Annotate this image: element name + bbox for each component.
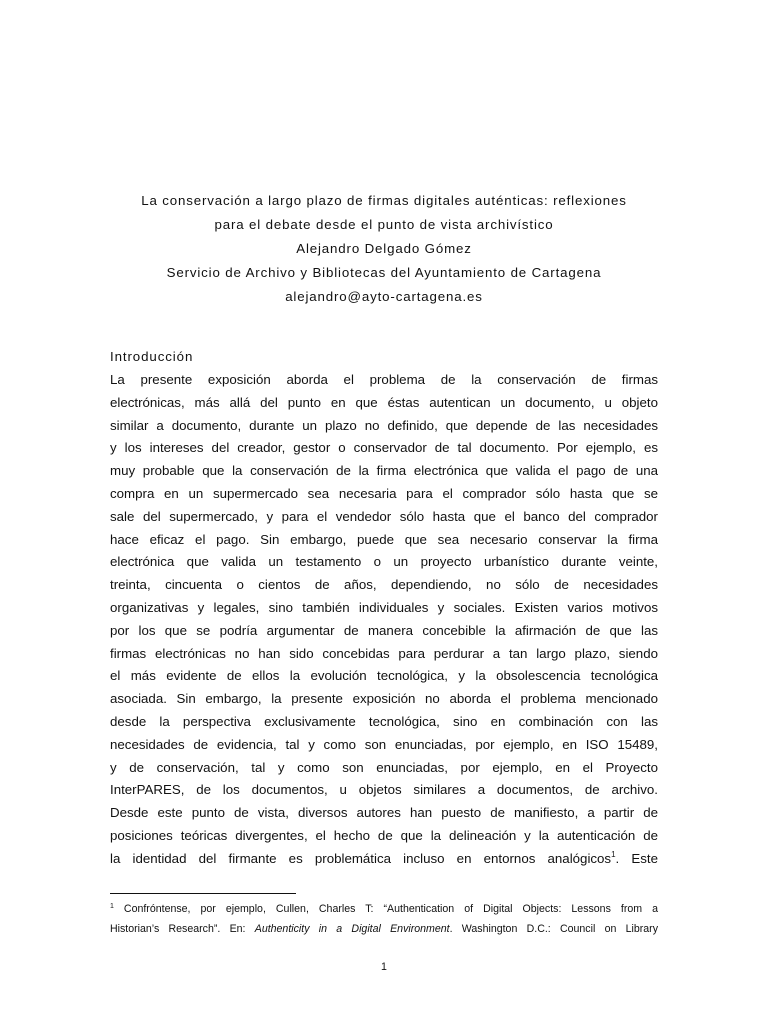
paragraph-line: posiciones teóricas divergentes, el hecho de que la delineación y la autenticación de	[110, 827, 658, 843]
footnote	[110, 899, 658, 939]
paragraph-line: treinta, cincuenta o cientos de años, dependiendo, no sólo de necesidades	[110, 577, 658, 593]
footnote-book-title: Authenticity in a Digital Environment	[254, 923, 450, 935]
paragraph-line: electrónica que valida un testamento o un proyecto urbanístico durante veinte,	[110, 554, 658, 570]
section-heading: Introducción	[110, 349, 194, 364]
footnote-text-2a: Historian’s Research”. En:	[110, 923, 255, 935]
paragraph-last-line	[110, 848, 658, 871]
author-name: Alejandro Delgado Gómez	[296, 241, 472, 256]
paragraph-line: desde la perspectiva exclusivamente tecnológica, sino en combinación con las	[110, 713, 658, 729]
paragraph-line: organizativas y legales, sino también individuales y sociales. Existen varios motivos	[110, 599, 658, 615]
paragraph-line: por los que se podría argumentar de manera concebible la afirmación de que las	[110, 622, 658, 638]
last-line-text: la identidad del firmante es problemática incluso en entornos analógicos	[110, 850, 612, 866]
footnote-line-1	[110, 899, 658, 919]
footnote-text-2b: . Washington D.C.: Council on Library	[449, 923, 658, 935]
paragraph-line: y de conservación, tal y como son enunciadas, por ejemplo, en el Proyecto	[110, 759, 658, 775]
paragraph-line: hace eficaz el pago. Sin embargo, puede que sea necesario conservar la firma	[110, 531, 658, 547]
footnote-marker: 1	[110, 903, 114, 910]
footnote-reference[interactable]: 1	[611, 849, 616, 859]
paragraph-line: electrónicas, más allá del punto en que éstas autentican un documento, u objeto	[110, 394, 658, 410]
author-email: alejandro@ayto-cartagena.es	[285, 289, 483, 304]
last-line-tail: . Este	[615, 850, 658, 866]
paragraph-line: La presente exposición aborda el problema de la conservación de firmas	[110, 372, 658, 387]
paragraph-line: y los intereses del creador, gestor o conservador de tal documento. Por ejemplo, es	[110, 440, 658, 456]
paragraph-line: Desde este punto de vista, diversos autores han puesto de manifiesto, a partir de	[110, 805, 658, 821]
paragraph-line: muy probable que la conservación de la firma electrónica que valida el pago de una	[110, 463, 658, 479]
paper-title-line-2: para el debate desde el punto de vista archivístico	[214, 217, 554, 232]
paragraph-line: similar a documento, durante un plazo no definido, que depende de las necesidades	[110, 417, 658, 433]
paper-title-line-1: La conservación a largo plazo de firmas digitales auténticas: reflexiones	[141, 193, 627, 208]
author-affiliation: Servicio de Archivo y Bibliotecas del Ayuntamiento de Cartagena	[166, 265, 602, 280]
paragraph-line: asociada. Sin embargo, la presente exposición no aborda el problema mencionado	[110, 691, 658, 707]
footnote-line-2	[110, 919, 658, 939]
footnote-text-1: Confróntense, por ejemplo, Cullen, Charles T: “Authentication of Digital Objects: Lessons from a	[113, 903, 658, 915]
page-number: 1	[381, 961, 387, 973]
paragraph-line: sale del supermercado, y para el vendedor sólo hasta que el banco del comprador	[110, 508, 658, 524]
paragraph-line: InterPARES, de los documentos, u objetos similares a documentos, de archivo.	[110, 782, 658, 798]
footnote-separator	[110, 893, 296, 894]
body-paragraph	[110, 369, 658, 871]
paragraph-line: compra en un supermercado sea necesaria para el comprador sólo hasta que se	[110, 485, 658, 501]
paragraph-line: firmas electrónicas no han sido concebidas para perdurar a tan largo plazo, siendo	[110, 645, 658, 661]
title-block	[110, 189, 658, 309]
paragraph-line: el más evidente de ellos la evolución tecnológica, y la obsolescencia tecnológica	[110, 668, 658, 684]
paragraph-line: necesidades de evidencia, tal y como son enunciadas, por ejemplo, en ISO 15489,	[110, 736, 658, 752]
